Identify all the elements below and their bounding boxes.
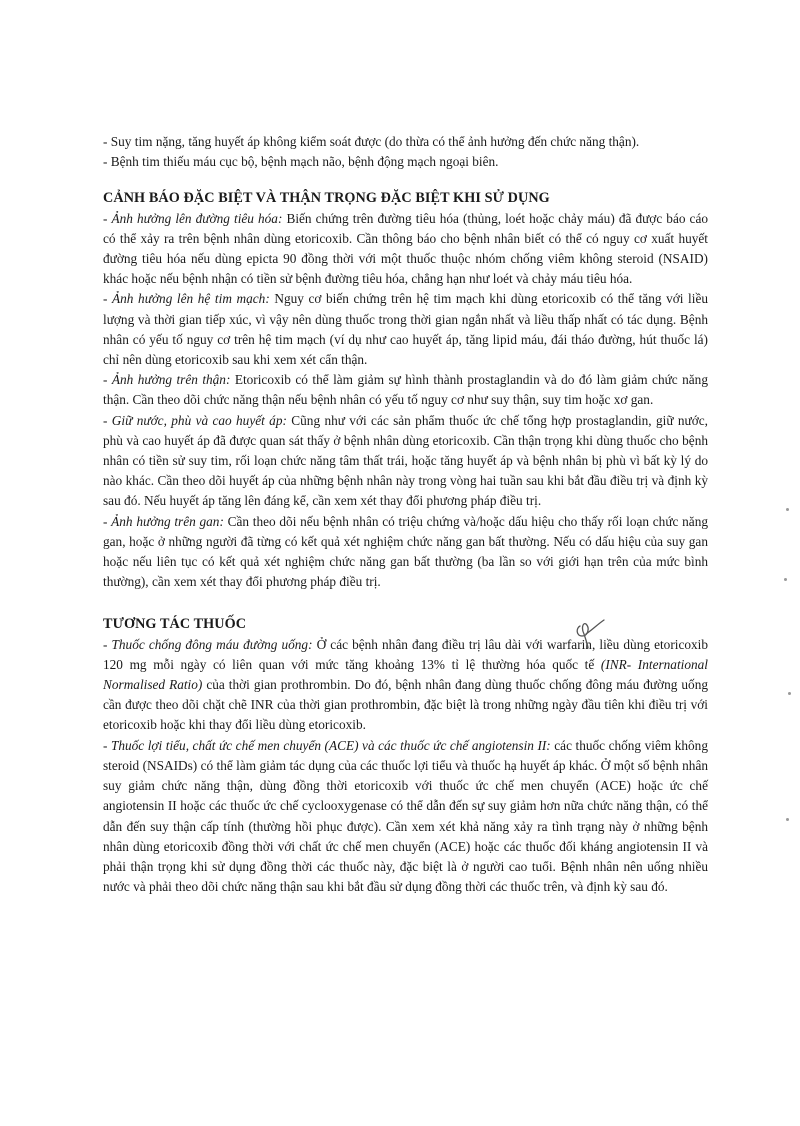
paragraph-fluid-retention	[103, 411, 708, 512]
margin-speck	[786, 508, 789, 511]
paragraph-lead: - Thuốc lợi tiểu, chất ức chế men chuyển (ACE) và các thuốc ức chế angiotensin II:	[103, 737, 551, 753]
section-heading-interactions: TƯƠNG TÁC THUỐC	[103, 616, 247, 633]
paragraph-lead: - Ảnh hưởng lên hệ tim mạch:	[103, 291, 270, 307]
paragraph-hepatic	[103, 512, 708, 593]
paragraph-text: Cũng như với các sản phẩm thuốc ức chế tổng hợp prostaglandin, giữ nước, phù và cao huyết áp đã được quan sát thấy ở bệnh nhân dùng etoricoxib. Cần thận trọng khi dùng thuốc cho bệnh nhân có tiền sử suy tim, rối loạn chức năng tâm thất trái, hoặc tăng huyết áp và bệnh nhân bị phù vì bất kỳ lý do nào khác. Cần theo dõi huyết áp của những bệnh nhân này trong vòng hai tuần sau khi bắt đầu điều trị và định kỳ sau đó. Nếu huyết áp tăng lên đáng kể, cần xem xét thay đổi phương pháp điều trị.	[103, 412, 709, 509]
paragraph-lead: - Giữ nước, phù và cao huyết áp:	[103, 412, 287, 428]
paragraph-text-after: của thời gian prothrombin. Do đó, bệnh nhân đang dùng thuốc chống đông máu đường uống cần được theo dõi chặt chẽ INR của thời gian prothrombin, đặc biệt là trong những ngày đầu tiên khi điều trị với etoricoxib hoặc khi thay đổi liều dùng etoricoxib.	[103, 677, 708, 733]
paragraph-text: Nguy cơ biến chứng trên hệ tim mạch khi dùng etoricoxib có thể tăng với liều lượng và thời gian tiếp xúc, vì vậy nên dùng thuốc trong thời gian ngắn nhất và liều thấp nhất có tác dụng. Bệnh nhân có yếu tố nguy cơ trên hệ tim mạch (ví dụ như cao huyết áp, tăng lipid máu, đái tháo đường, hút thuốc lá) chỉ nên dùng etoricoxib sau khi xem xét cẩn thận.	[103, 291, 708, 368]
paragraph-anticoagulants	[103, 635, 708, 736]
paragraph-inr-term: (INR- International Normalised Ratio)	[103, 656, 708, 693]
initials-signature-mark	[570, 614, 608, 650]
paragraph-text: Ở các bệnh nhân đang điều trị lâu dài với warfarin, liều dùng etoricoxib 120 mg mỗi ngày có liên quan với mức tăng khoảng 13% tỉ lệ thường hóa quốc tế	[103, 636, 708, 672]
document-body	[103, 132, 708, 897]
paragraph-text: các thuốc chống viêm không steroid (NSAIDs) có thể làm giảm tác dụng của các thuốc lợi tiểu và thuốc hạ huyết áp khác. Ở một số bệnh nhân suy giảm chức năng thận, dùng đồng thời etoricoxib với thuốc ức chế men chuyển (ACE) hoặc ức chế angiotensin II hoặc các thuốc ức chế cyclooxygenase có thể dẫn đến sự suy giảm hơn nữa chức năng thận, có thể dẫn đến suy thận cấp tính (thường hồi phục được). Cần xem xét khả năng xảy ra tình trạng này ở những bệnh nhân dùng etoricoxib đồng thời với chất ức chế men chuyển (ACE) hoặc các thuốc đối kháng angiotensin II và phải thận trọng khi sử dụng đồng thời các thuốc này, đặc biệt là ở người cao tuổi. Bệnh nhân nên uống nhiều nước và phải theo dõi chức năng thận sau khi bắt đầu sử dụng đồng thời các thuốc trên, và định kỳ sau đó.	[103, 737, 708, 895]
paragraph-lead: - Ảnh hưởng trên thận:	[103, 372, 231, 388]
paragraph-lead: - Thuốc chống đông máu đường uống:	[103, 636, 313, 652]
margin-speck	[788, 692, 791, 695]
paragraph-text: Cần theo dõi nếu bệnh nhân có triệu chứng và/hoặc dấu hiệu cho thấy rối loạn chức năng gan, hoặc ở những người đã từng có kết quả xét nghiệm chức năng gan bất thường. Nếu có dấu hiệu của suy gan hoặc nếu liên tục có kết quả xét nghiệm chức năng gan bất thường (ba lần so với giới hạn trên của mức bình thường), cần xem xét thay đổi phương pháp điều trị.	[103, 513, 709, 590]
paragraph-lead: - Ảnh hưởng lên đường tiêu hóa:	[103, 210, 283, 226]
margin-speck	[786, 818, 789, 821]
paragraph-cardiovascular	[103, 289, 708, 370]
intro-line-ischemic-disease: - Bệnh tim thiếu máu cục bộ, bệnh mạch não, bệnh động mạch ngoại biên.	[103, 154, 499, 170]
paragraph-lead: - Ảnh hưởng trên gan:	[103, 513, 224, 529]
intro-line-heart-failure: - Suy tim nặng, tăng huyết áp không kiểm soát được (do thừa có thể ảnh hưởng đến chức năng thận).	[103, 134, 640, 149]
margin-speck	[784, 578, 787, 581]
section-heading-warnings: CẢNH BÁO ĐẶC BIỆT VÀ THẬN TRỌNG ĐẶC BIỆT KHI SỬ DỤNG	[103, 190, 550, 207]
paragraph-diuretics-ace	[103, 736, 708, 898]
paragraph-renal	[103, 370, 708, 410]
paragraph-gastrointestinal	[103, 209, 708, 290]
paragraph-text: Biến chứng trên đường tiêu hóa (thủng, loét hoặc chảy máu) đã được báo cáo có thể xảy ra trên bệnh nhân dùng etoricoxib. Cần thông báo cho bệnh nhân biết có thể có nguy cơ xuất huyết đường tiêu hóa nếu dùng epicta 90 đồng thời với một thuốc thuộc nhóm chống viêm không steroid (NSAID) khác hoặc nếu bệnh nhận có tiền sử bệnh đường tiêu hóa, chẳng hạn như loét và chảy máu tiêu hóa.	[103, 210, 709, 287]
paragraph-text: Etoricoxib có thể làm giảm sự hình thành prostaglandin và do đó làm giảm chức năng thận. Cần theo dõi chức năng thận nếu bệnh nhân có yếu tố nguy cơ như suy thận, suy tim hoặc xơ gan.	[103, 372, 708, 408]
